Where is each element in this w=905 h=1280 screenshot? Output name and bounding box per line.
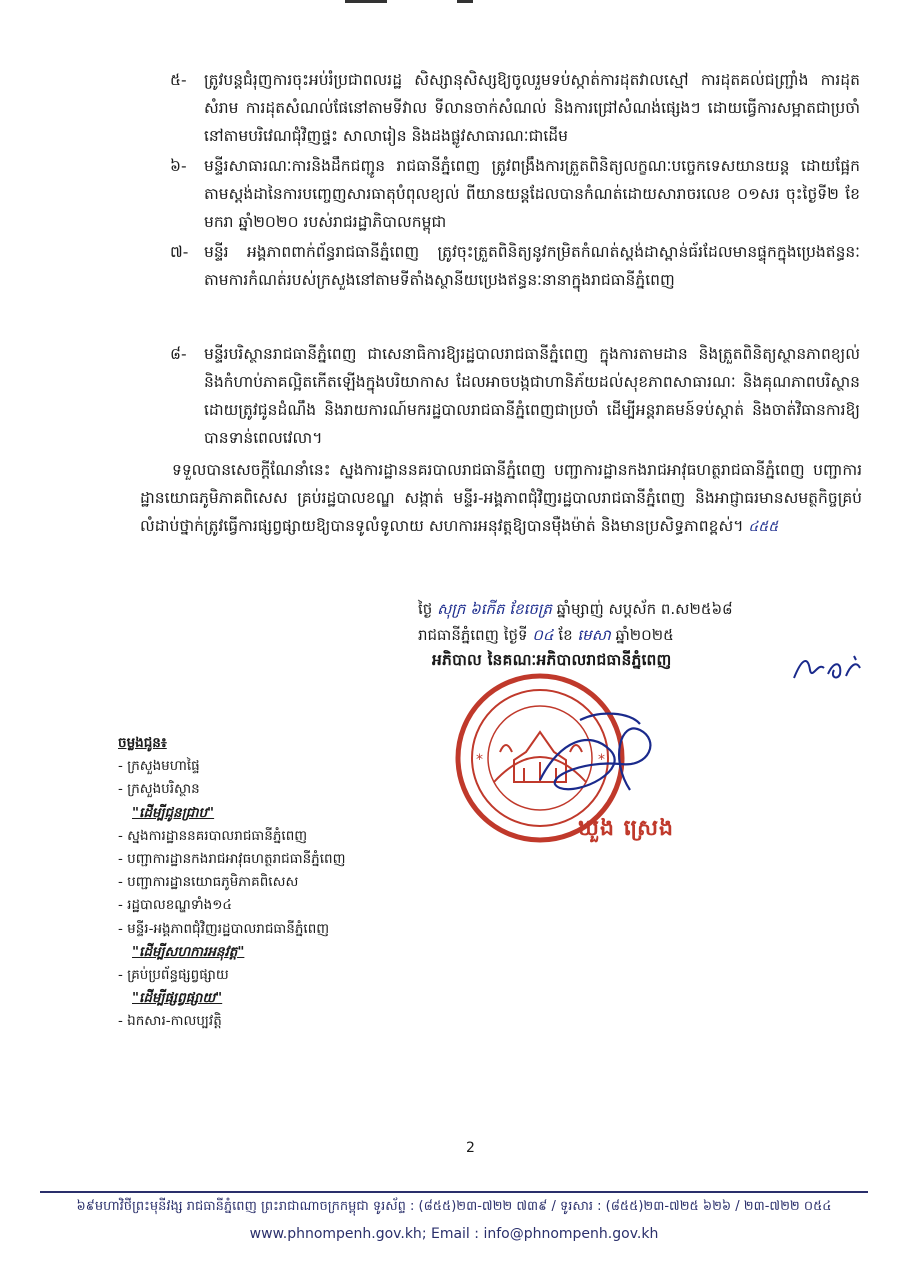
footer-contact: www.phnompenh.gov.kh; Email : info@phnompenh.gov.kh	[249, 1226, 659, 1242]
list-item-8	[170, 340, 860, 452]
list-item: - ក្រសួងមហាផ្ទៃ	[118, 755, 478, 778]
list-item: - រដ្ឋបាលខណ្ឌទាំង១៤	[118, 894, 478, 917]
closing-paragraph	[140, 456, 862, 541]
signer-name: ឃួង ស្រេង	[578, 816, 675, 841]
recipients-list	[118, 732, 478, 1034]
top-edge-marks	[345, 0, 545, 8]
solar-day-handwritten: ០៤	[532, 626, 554, 644]
initials-mark	[790, 648, 870, 688]
footer-divider	[40, 1191, 868, 1193]
list-item: - ក្រសួងបរិស្ថាន	[118, 778, 478, 801]
lunar-date-handwritten: សុក្រ ៦កើត ខែចេត្រ	[437, 600, 552, 618]
item-number: ៦-	[170, 157, 187, 175]
solar-date: រាជធានីភ្នំពេញ ថ្ងៃទី ០៤ ខែ មេសា ឆ្នាំ២០២៥	[418, 626, 674, 644]
footer-address: ៦៩មហាវិថីព្រះមុនីវង្ស រាជធានីភ្នំពេញ ព្រះរាជាណាចក្រកម្ពុជា ទូរស័ព្ទ : (៨៥៥)២៣-៧២២ ៧៣៩ / ទូរសារ : (៨៥៥)២៣-៧២៥ ៦២៦ / ២៣-៧២២ ០៥៤	[76, 1199, 832, 1214]
lunar-date: ថ្ងៃ សុក្រ ៦កើត ខែចេត្រ ឆ្នាំម្សាញ់ សប្តស័ក ព.ស២៥៦៨	[418, 600, 733, 618]
list-item: - ស្នងការដ្ឋាននគរបាលរាជធានីភ្នំពេញ	[118, 825, 478, 848]
list-item-7	[170, 238, 860, 294]
list-item: - ឯកសារ-កាលប្បវត្តិ	[118, 1010, 478, 1033]
website-link[interactable]: www.phnompenh.gov.kh	[249, 1226, 422, 1242]
svg-text:*: *	[476, 752, 483, 768]
closing-text: ទទួលបានសេចក្តីណែនាំនេះ ស្នងការដ្ឋាននគរបាលរាជធានីភ្នំពេញ បញ្ជាការដ្ឋានកងរាជអាវុធហត្ថរាជធានីភ្នំពេញ បញ្ជាការដ្ឋានយោធភូមិភាគពិសេស គ្រប់រដ្ឋបាលខណ្ឌ សង្កាត់ មន្ទីរ-អង្គភាពជុំវិញរដ្ឋបាលរាជធានីភ្នំពេញ និងអាជ្ញាធរមានសមត្ថកិច្ចគ្រប់លំដាប់ថ្នាក់ត្រូវធ្វើការផ្សព្វផ្សាយឱ្យបានទូលំទូលាយ សហការអនុវត្តឱ្យបានម៉ឺងម៉ាត់ និងមានប្រសិទ្ធភាពខ្ពស់។	[140, 461, 862, 535]
recipients-subheading: "ដើម្បីសហការអនុវត្ត"	[132, 943, 245, 960]
recipients-heading: ចម្លងជូន៖	[118, 735, 167, 751]
list-item: - បញ្ជាការដ្ឋានយោធភូមិភាគពិសេស	[118, 871, 478, 894]
email-link[interactable]: info@phnompenh.gov.kh	[483, 1226, 659, 1242]
item-text: មន្ទីរបរិស្ថានរាជធានីភ្នំពេញ ជាសេនាធិការឱ្យរដ្ឋបាលរាជធានីភ្នំពេញ ក្នុងការតាមដាន និងត្រួតពិនិត្យស្ថានភាពខ្យល់ និងកំហាប់ភាគល្អិតកើតឡើងក្នុងបរិយាកាស ដែលអាចបង្កជាហានិភ័យដល់សុខភាពសាធារណៈ និងគុណភាពបរិស្ថាន ដោយត្រូវជូនដំណឹង និងរាយការណ៍មករដ្ឋបាលរាជធានីភ្នំពេញជាប្រចាំ ដើម្បីអន្តរាគមន៍ទប់ស្កាត់ និងចាត់វិធានការឱ្យបានទាន់ពេលវេលា។	[204, 345, 860, 447]
recipients-subheading: "ដើម្បីផ្សព្វផ្សាយ"	[132, 990, 223, 1007]
date-block	[418, 596, 858, 648]
handwritten-signature	[520, 700, 670, 810]
svg-text:*: *	[598, 752, 605, 768]
recipients-subheading: "ដើម្បីជូនជ្រាប"	[132, 804, 215, 821]
item-number: ៥-	[170, 71, 187, 89]
item-text: ត្រូវបន្តជំរុញការចុះអប់រំប្រជាពលរដ្ឋ សិស្សានុសិស្សឱ្យចូលរួមទប់ស្កាត់ការដុតវាលស្មៅ ការដុតគល់ជញ្ជ្រាំង ការដុតសំរាម ការដុតសំណល់ផែនៅតាមទីវាល ទីលានចាក់សំណល់ និងការជ្រៅសំណង់ផ្សេងៗ ដោយធ្វើការសម្អាតជាប្រចាំនៅតាមបរិវេណជុំវិញផ្ទះ សាលារៀន និងដងផ្លូវសាធារណៈជាដើម	[204, 71, 860, 145]
item-number: ៨-	[170, 345, 187, 363]
list-item: - មន្ទីរ-អង្គភាពជុំវិញរដ្ឋបាលរាជធានីភ្នំពេញ	[118, 918, 478, 941]
item-text: មន្ទីរសាធារណៈការនិងដឹកជញ្ជូន រាជធានីភ្នំពេញ ត្រូវពង្រឹងការត្រួតពិនិត្យលក្ខណៈបច្ចេកទេសយានយន្ត ដោយផ្អែកតាមស្តង់ដានៃការបញ្ចេញសារធាតុបំពុលខ្យល់ ពីយានយន្តដែលបានកំណត់ដោយសារាចរលេខ ០១សរ ចុះថ្ងៃទី២ ខែមករា ឆ្នាំ២០២០ របស់រាជរដ្ឋាភិបាលកម្ពុជា	[204, 157, 860, 231]
list-item: - បញ្ជាការដ្ឋានកងរាជអាវុធហត្ថរាជធានីភ្នំពេញ	[118, 848, 478, 871]
list-item-5	[170, 66, 860, 150]
item-text: មន្ទីរ អង្គភាពពាក់ព័ន្ធរាជធានីភ្នំពេញ ត្រូវចុះត្រួតពិនិត្យនូវកម្រិតកំណត់ស្តង់ដាស្ពាន់ធ័រដែលមានផ្ទុកក្នុងប្រេងឥន្ធនៈ តាមការកំណត់របស់ក្រសួងនៅតាមទីតាំងស្ថានីយប្រេងឥន្ធនៈនានាក្នុងរាជធានីភ្នំពេញ	[204, 243, 860, 289]
page-number: 2	[466, 1140, 475, 1156]
handwritten-note: ៤៥៥	[748, 519, 779, 535]
signature-title: អភិបាល នៃគណៈអភិបាលរាជធានីភ្នំពេញ	[432, 651, 672, 669]
item-number: ៧-	[170, 243, 189, 261]
list-item-6	[170, 152, 860, 236]
list-item: - គ្រប់ប្រព័ន្ធផ្សព្វផ្សាយ	[118, 964, 478, 987]
solar-month-handwritten: មេសា	[577, 626, 611, 644]
